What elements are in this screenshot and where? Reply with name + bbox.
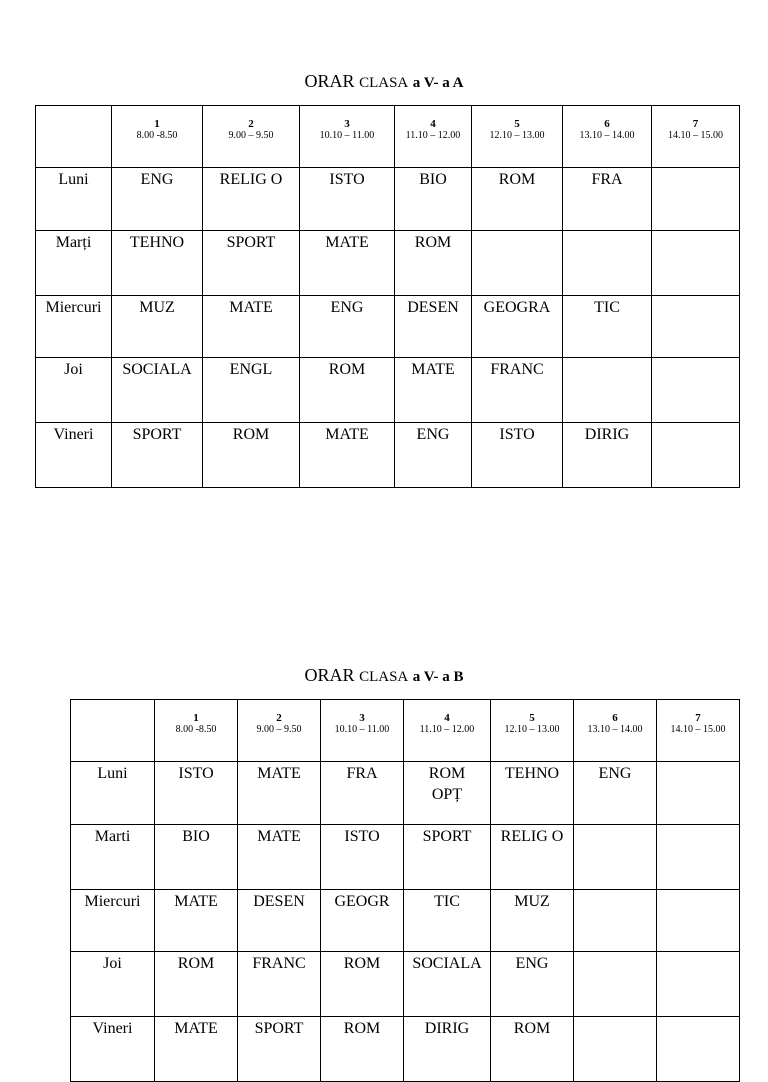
day-row	[36, 296, 740, 358]
schedule-b-title	[0, 664, 768, 688]
subject-cell: TEHNO	[112, 231, 203, 296]
day-row	[71, 762, 740, 825]
period-number: 3	[344, 118, 350, 130]
subject-cell: DIRIG	[563, 423, 652, 488]
title-word-clasa: CLASA	[359, 669, 409, 685]
subject-cell: DESEN	[395, 296, 472, 358]
subject-cell: SPORT	[404, 825, 491, 890]
period-number: 1	[154, 118, 160, 130]
title-class-name: a V- a B	[412, 669, 464, 685]
subject-cell: MUZ	[491, 890, 574, 952]
period-number: 7	[692, 118, 699, 130]
period-header-6	[574, 700, 657, 762]
subject-cell: RELIG O	[203, 168, 300, 231]
subject-cell	[657, 825, 740, 890]
title-word-clasa: CLASA	[359, 75, 409, 91]
day-label: Miercuri	[36, 296, 112, 358]
subject-cell	[563, 231, 652, 296]
subject-cell: BIO	[155, 825, 238, 890]
period-header-2	[238, 700, 321, 762]
subject-cell	[657, 890, 740, 952]
day-row	[36, 423, 740, 488]
subject-cell: FRA	[321, 762, 404, 825]
subject-cell	[652, 296, 740, 358]
subject-cell	[652, 358, 740, 423]
period-header-7	[657, 700, 740, 762]
subject-cell: MATE	[238, 762, 321, 825]
subject-cell: SPORT	[238, 1017, 321, 1082]
period-number: 2	[248, 118, 254, 130]
subject-cell: MATE	[238, 825, 321, 890]
period-time: 8.00 -8.50	[136, 130, 178, 141]
title-class-name: a V- a A	[412, 75, 464, 91]
subject-cell: ISTO	[321, 825, 404, 890]
day-label: Joi	[71, 952, 155, 1017]
period-number: 5	[529, 712, 535, 724]
period-time: 10.10 – 11.00	[334, 724, 390, 735]
subject-cell	[574, 952, 657, 1017]
day-row	[36, 168, 740, 231]
subject-cell: ENG	[112, 168, 203, 231]
subject-cell: MATE	[300, 423, 395, 488]
period-number: 1	[193, 712, 199, 724]
subject-cell: GEOGR	[321, 890, 404, 952]
corner-cell	[71, 700, 155, 762]
corner-cell	[36, 106, 112, 168]
period-number: 6	[612, 712, 618, 724]
subject-cell	[657, 952, 740, 1017]
subject-cell: FRANC	[238, 952, 321, 1017]
period-number: 3	[359, 712, 365, 724]
day-label: Luni	[71, 762, 155, 825]
subject-cell: ENG	[300, 296, 395, 358]
period-header-5	[491, 700, 574, 762]
title-word-orar: ORAR	[304, 665, 355, 685]
subject-cell	[472, 231, 563, 296]
schedule-table-b	[70, 699, 740, 1082]
day-label: Marti	[71, 825, 155, 890]
subject-cell: ROM	[395, 231, 472, 296]
subject-cell	[652, 168, 740, 231]
subject-cell: ENG	[574, 762, 657, 825]
subject-cell: ROM	[472, 168, 563, 231]
day-row	[36, 231, 740, 296]
subject-cell: BIO	[395, 168, 472, 231]
period-number: 7	[695, 712, 701, 724]
period-header-5	[472, 106, 563, 168]
period-time: 14.10 – 15.00	[670, 724, 726, 735]
subject-cell: MATE	[155, 1017, 238, 1082]
period-header-6	[563, 106, 652, 168]
subject-cell: TEHNO	[491, 762, 574, 825]
subject-cell: ROM	[203, 423, 300, 488]
period-time: 13.10 – 14.00	[579, 130, 635, 141]
subject-cell: TIC	[563, 296, 652, 358]
subject-cell: MATE	[300, 231, 395, 296]
subject-cell: ROM	[321, 952, 404, 1017]
subject-cell: ROM	[300, 358, 395, 423]
day-row	[36, 358, 740, 423]
period-header-row	[71, 700, 740, 762]
subject-cell	[404, 762, 491, 825]
subject-cell: ENG	[395, 423, 472, 488]
period-number: 6	[604, 118, 610, 130]
period-time: 8.00 -8.50	[175, 724, 217, 735]
title-word-orar: ORAR	[304, 71, 355, 91]
schedule-a-title	[0, 70, 768, 94]
period-header-row	[36, 106, 740, 168]
subject-cell: ROM	[491, 1017, 574, 1082]
subject-cell: RELIG O	[491, 825, 574, 890]
subject-cell: ENG	[491, 952, 574, 1017]
period-header-2	[203, 106, 300, 168]
subject-cell: ISTO	[155, 762, 238, 825]
subject-cell	[574, 890, 657, 952]
day-label: Vineri	[71, 1017, 155, 1082]
subject-cell: MATE	[155, 890, 238, 952]
period-number: 4	[444, 712, 450, 724]
subject-cell: MATE	[395, 358, 472, 423]
subject-cell: ISTO	[472, 423, 563, 488]
subject-cell	[574, 825, 657, 890]
period-number: 5	[514, 118, 520, 130]
day-row	[71, 825, 740, 890]
period-time: 13.10 – 14.00	[587, 724, 643, 735]
day-label: Joi	[36, 358, 112, 423]
period-header-4	[395, 106, 472, 168]
period-time: 12.10 – 13.00	[489, 130, 545, 141]
period-header-3	[321, 700, 404, 762]
subject-cell: DESEN	[238, 890, 321, 952]
subject-cell	[657, 762, 740, 825]
subject-cell: TIC	[404, 890, 491, 952]
period-time: 12.10 – 13.00	[504, 724, 560, 735]
subject-cell	[563, 358, 652, 423]
period-header-1	[155, 700, 238, 762]
subject-cell: GEOGRA	[472, 296, 563, 358]
subject-cell: ISTO	[300, 168, 395, 231]
period-number: 4	[430, 118, 436, 130]
day-label: Vineri	[36, 423, 112, 488]
period-time: 9.00 – 9.50	[228, 130, 274, 141]
period-header-1	[112, 106, 203, 168]
subject-cell: SOCIALA	[404, 952, 491, 1017]
subject-cell	[657, 1017, 740, 1082]
subject-cell: ENGL	[203, 358, 300, 423]
subject-line: ROM	[428, 765, 466, 782]
period-header-4	[404, 700, 491, 762]
period-time: 10.10 – 11.00	[319, 130, 375, 141]
subject-cell: SPORT	[112, 423, 203, 488]
subject-cell: ROM	[321, 1017, 404, 1082]
period-time: 11.10 – 12.00	[419, 724, 475, 735]
day-row	[71, 952, 740, 1017]
subject-cell: SOCIALA	[112, 358, 203, 423]
subject-cell: FRANC	[472, 358, 563, 423]
day-row	[71, 890, 740, 952]
period-time: 9.00 – 9.50	[256, 724, 302, 735]
day-label: Luni	[36, 168, 112, 231]
subject-cell: SPORT	[203, 231, 300, 296]
subject-cell: ROM	[155, 952, 238, 1017]
day-label: Marți	[36, 231, 112, 296]
period-time: 14.10 – 15.00	[668, 130, 723, 141]
period-time: 11.10 – 12.00	[405, 130, 461, 141]
day-label: Miercuri	[71, 890, 155, 952]
subject-cell: MATE	[203, 296, 300, 358]
subject-line: OPȚ	[431, 786, 463, 803]
subject-cell: DIRIG	[404, 1017, 491, 1082]
day-row	[71, 1017, 740, 1082]
subject-cell	[574, 1017, 657, 1082]
period-header-7	[652, 106, 740, 168]
schedule-table-a	[35, 105, 740, 488]
subject-cell	[652, 231, 740, 296]
subject-cell: MUZ	[112, 296, 203, 358]
subject-cell	[652, 423, 740, 488]
subject-cell: FRA	[563, 168, 652, 231]
period-number: 2	[276, 712, 282, 724]
period-header-3	[300, 106, 395, 168]
